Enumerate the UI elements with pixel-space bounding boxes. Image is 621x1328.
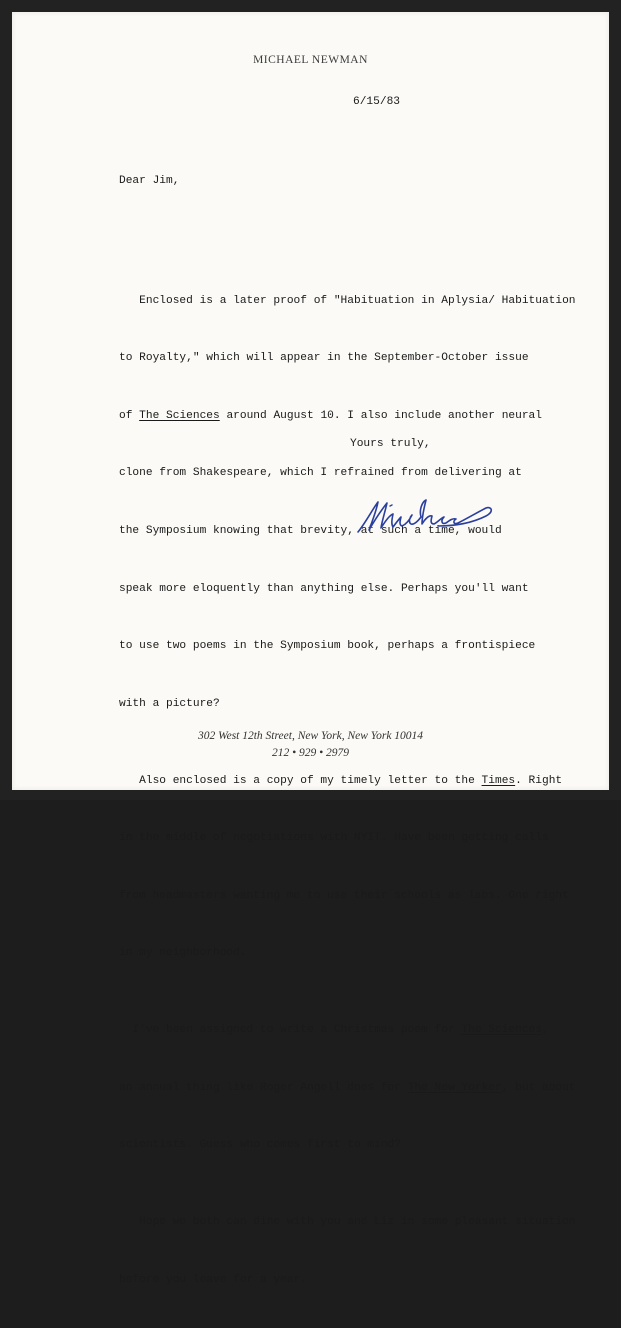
paragraph-2-line: from headmasters wanting me to use their schools as labs. One right: [119, 889, 569, 902]
paragraph-3-line: scientists. Guess who comes first to mind?: [119, 1139, 401, 1152]
text-fragment: ,: [541, 1024, 549, 1037]
letterhead-footer: [12, 728, 609, 762]
paragraph-2-line: in the middle of negotiations with NYIT. Have been getting calls: [119, 832, 549, 845]
footer-address: 302 West 12th Street, New York, New York 10014: [197, 730, 424, 742]
paragraph-1-line: with a picture?: [119, 697, 220, 710]
text-fragment: of: [119, 409, 140, 422]
paragraph-2-line: in my neighborhood.: [119, 947, 247, 960]
text-fragment: an annual thing like Roger Angell does for: [119, 1081, 408, 1094]
underlined-title: The Sciences: [461, 1024, 542, 1037]
text-fragment: around August 10. I also include another neural: [219, 409, 542, 422]
text-fragment: , but about: [501, 1081, 576, 1094]
paragraph-4-line: Hope we both can dine with you and Liz in some pleasant situation: [119, 1216, 576, 1229]
salutation: Dear Jim,: [119, 175, 180, 188]
paragraph-1-line: Enclosed is a later proof of "Habituation in Aplysia/ Habituation: [119, 294, 576, 307]
paragraph-1-line: [119, 407, 576, 426]
closing: Yours truly,: [350, 438, 431, 450]
spacer: [119, 230, 576, 234]
handwritten-signature: [352, 488, 502, 548]
underlined-title: Times: [481, 774, 516, 787]
text-fragment: . Right: [515, 774, 563, 787]
paragraph-1-line: the Symposium knowing that brevity, at such a time, would: [119, 524, 502, 537]
paragraph-2-line: [119, 772, 576, 791]
text-fragment: I've been assigned to write a Christmas poem for: [119, 1024, 462, 1037]
letter-page: [12, 12, 609, 1286]
paragraph-3-line: [119, 1079, 576, 1098]
paragraph-1-line: to use two poems in the Symposium book, perhaps a frontispiece: [119, 640, 536, 653]
paragraph-1-line: clone from Shakespeare, which I refrained from delivering at: [119, 467, 522, 480]
paragraph-4-line: before you leave for a year.: [119, 1273, 307, 1286]
paragraph-1-line: speak more eloquently than anything else. Perhaps you'll want: [119, 582, 529, 595]
letter-date: 6/15/83: [353, 96, 400, 108]
underlined-title: The New Yorker: [407, 1081, 502, 1094]
paragraph-1-line: to Royalty," which will appear in the September-October issue: [119, 352, 529, 365]
text-fragment: Also enclosed is a copy of my timely letter to the: [119, 774, 482, 787]
underlined-title: The Sciences: [139, 409, 220, 422]
footer-phone: 212 • 929 • 2979: [271, 747, 350, 759]
letterhead-name: MICHAEL NEWMAN: [253, 54, 368, 66]
paragraph-3-line: [119, 1021, 576, 1040]
